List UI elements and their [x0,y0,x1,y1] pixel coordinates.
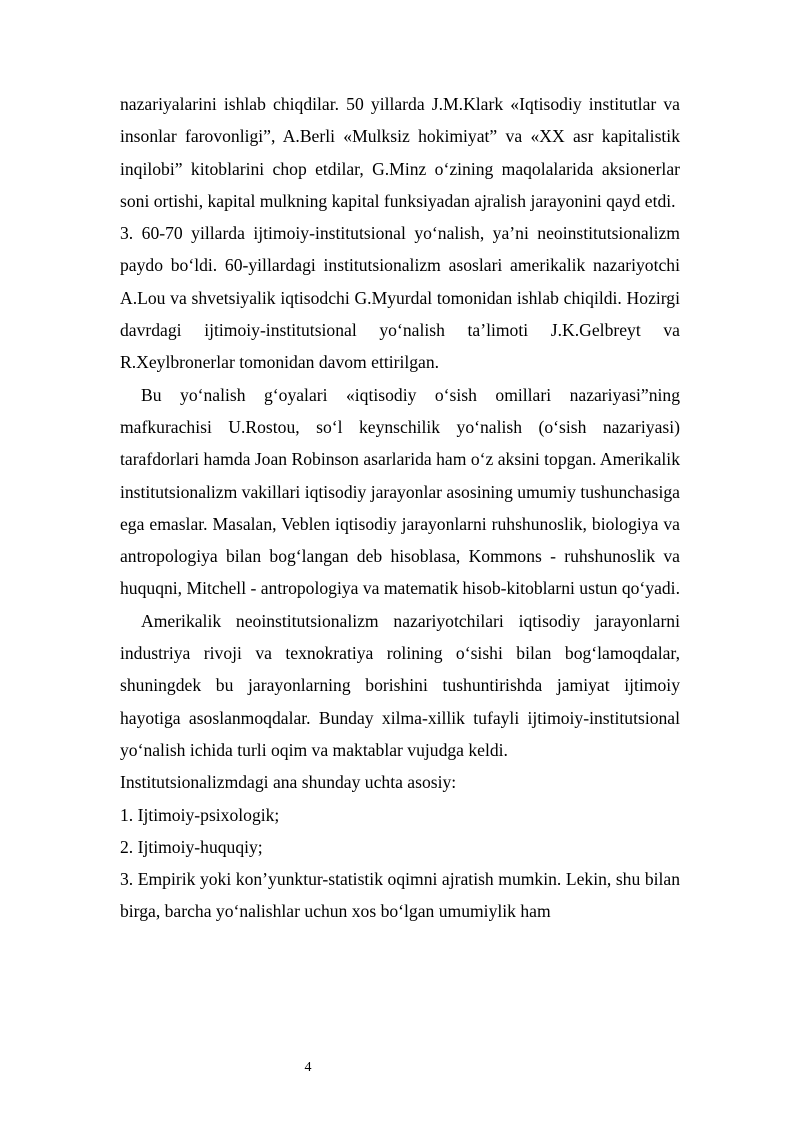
page-number: 4 [304,1060,312,1075]
paragraph-4: Amerikalik neoinstitutsionalizm nazariyotchilari iqtisodiy jarayonlarni industriya rivoji va texnokratiya rolining o‘sishi bilan bog‘lamoqdalar, shuningdek bu jarayonlarning borishini tushuntirishda jamiyat ijtimoiy hayotiga asoslanmoqdalar. Bunday xilma-xillik tufayli ijtimoiy-institutsional yo‘nalish ichida turli oqim va maktablar vujudga keldi. [120,610,680,760]
list-item-2: 2. Ijtimoiy-huquqiy; [120,836,263,857]
list-intro: Institutsionalizmdagi ana shunday uchta asosiy: [120,772,457,793]
paragraph-3: Bu yo‘nalish g‘oyalari «iqtisodiy o‘sish omillari nazariyasi”ning mafkurachisi U.Rostou, so‘l keynschilik yo‘nalish (o‘sish nazariyasi) tarafdorlari hamda Joan Robinson asarlarida ham o‘z aksini topgan. Amerikalik institutsionalizm vakillari iqtisodiy jarayonlar asosining umumiy tushunchasiga ega emaslar. Masalan, Veblen iqtisodiy jarayonlarni ruhshunoslik, biologiya va antropologiya bilan bog‘langan deb hisoblasa, Kommons - ruhshunoslik va huquqni, Mitchell - antropologiya va matematik hisob-kitoblarni ustun qo‘yadi. [120,384,680,599]
document-page [120,88,680,928]
paragraph-1: nazariyalarini ishlab chiqdilar. 50 yillarda J.M.Klark «Iqtisodiy institutlar va insonlar farovonligi”, A.Berli «Mulksiz hokimiyat” va «XX asr kapitalistik inqilobi” kitoblarini chop etdilar, G.Minz o‘zining maqolalarida aksionerlar soni ortishi, kapital mulkning kapital funksiyadan ajralish jarayonini qayd etdi. [120,94,680,211]
list-item-1: 1. Ijtimoiy-psixologik; [120,804,280,825]
paragraph-2: 3. 60-70 yillarda ijtimoiy-institutsional yo‘nalish, ya’ni neoinstitutsionalizm paydo bo‘ldi. 60-yillardagi institutsionalizm asoslari amerikalik nazariyotchi A.Lou va shvetsiyalik iqtisodchi G.Myurdal tomonidan ishlab chiqildi. Hozirgi davrdagi ijtimoiy-institutsional yo‘nalish ta’limoti J.K.Gelbreyt va R.Xeylbronerlar tomonidan davom ettirilgan. [120,223,680,373]
final-paragraph: 3. Empirik yoki kon’yunktur-statistik oqimni ajratish mumkin. Lekin, shu bilan birga, barcha yo‘nalishlar uchun xos bo‘lgan umumiylik ham [120,869,680,922]
